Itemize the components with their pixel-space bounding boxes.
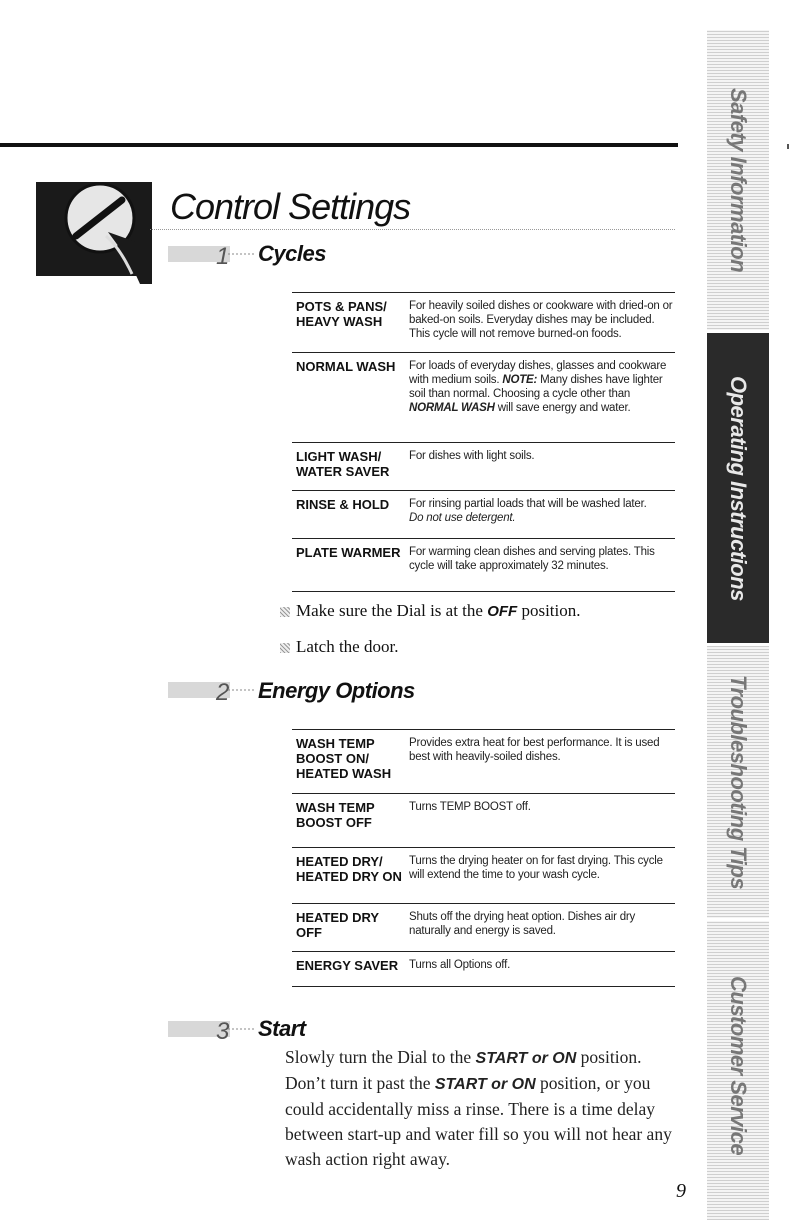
bullet-icon xyxy=(280,607,290,617)
cycle-row xyxy=(292,442,675,491)
bullet-latch-door: Latch the door. xyxy=(280,637,398,657)
option-row xyxy=(292,793,675,846)
cycle-label: RINSE & HOLD xyxy=(296,497,390,512)
cycle-label: POTS & PANS/ HEAVY WASH xyxy=(296,299,387,329)
page-number: 9 xyxy=(676,1180,686,1202)
option-desc: Shuts off the drying heat option. Dishes air dry naturally and energy is saved. xyxy=(409,911,636,937)
top-rule xyxy=(0,143,678,147)
option-label: HEATED DRY/ HEATED DRY ON xyxy=(296,854,402,884)
bullet-dial-off: Make sure the Dial is at the OFF position. xyxy=(280,601,581,621)
tab-troubleshooting-tips[interactable]: Troubleshooting Tips xyxy=(726,674,751,890)
cycle-row xyxy=(292,490,675,537)
cycle-desc: For dishes with light soils. xyxy=(409,450,535,462)
step-1-badge xyxy=(168,240,258,268)
step-2-badge xyxy=(168,676,258,704)
cycle-row xyxy=(292,538,675,592)
bullet-icon xyxy=(280,643,290,653)
cycle-desc: For rinsing partial loads that will be washed later. Do not use detergent. xyxy=(409,498,647,524)
option-desc: Provides extra heat for best performance. It is used best with heavily-soiled dishes. xyxy=(409,737,660,763)
option-label: WASH TEMP BOOST OFF xyxy=(296,800,375,830)
step-3-badge xyxy=(168,1015,258,1043)
svg-text:3: 3 xyxy=(216,1018,230,1043)
option-label: ENERGY SAVER xyxy=(296,958,399,973)
svg-text:2: 2 xyxy=(216,679,230,704)
cycle-desc: For heavily soiled dishes or cookware with dried-on or baked-on soils. Everyday dishes may be included. This cycle will not remove burned-on foods. xyxy=(409,300,673,340)
page-title: Control Settings xyxy=(170,186,411,227)
option-label: HEATED DRY OFF xyxy=(296,910,380,940)
dial-hand-icon xyxy=(36,178,152,284)
option-row xyxy=(292,903,675,950)
edge-mark xyxy=(787,144,789,149)
cycle-row xyxy=(292,292,675,351)
option-desc: Turns TEMP BOOST off. xyxy=(409,801,531,813)
option-row xyxy=(292,951,675,987)
cycle-row xyxy=(292,352,675,431)
cycle-label: PLATE WARMER xyxy=(296,545,401,560)
cycle-label: NORMAL WASH xyxy=(296,359,396,374)
tab-safety-information[interactable]: Safety Information xyxy=(726,87,751,273)
tab-operating-instructions[interactable]: Operating Instructions xyxy=(707,333,769,643)
cycle-desc: For loads of everyday dishes, glasses and cookware with medium soils. NOTE: Many dishes have lighter soil than normal. Choosing a cycle other than NORMAL WASH will save energy and water. xyxy=(409,360,667,414)
option-desc: Turns all Options off. xyxy=(409,959,511,971)
start-paragraph: Slowly turn the Dial to the START or ON position. Don’t turn it past the START or ON position, or you could accidentally miss a rinse. There is a time delay between start-up and water fill so you will not hear any wash action right away. xyxy=(285,1047,672,1169)
option-row xyxy=(292,729,675,792)
title-rule xyxy=(150,229,675,230)
option-label: WASH TEMP BOOST ON/ HEATED WASH xyxy=(296,736,392,781)
svg-text:1: 1 xyxy=(216,243,230,268)
side-tabs xyxy=(707,30,769,1220)
tab-customer-service[interactable]: Customer Service xyxy=(726,976,751,1156)
cycles-heading: Cycles xyxy=(258,241,326,266)
cycle-label: LIGHT WASH/ WATER SAVER xyxy=(296,449,390,479)
option-row xyxy=(292,847,675,898)
cycle-desc: For warming clean dishes and serving plates. This cycle will take approximately 32 minutes. xyxy=(409,546,655,572)
energy-options-heading: Energy Options xyxy=(258,678,415,703)
option-desc: Turns the drying heater on for fast drying. This cycle will extend the time to your wash cycle. xyxy=(409,855,663,881)
start-heading: Start xyxy=(258,1016,306,1041)
